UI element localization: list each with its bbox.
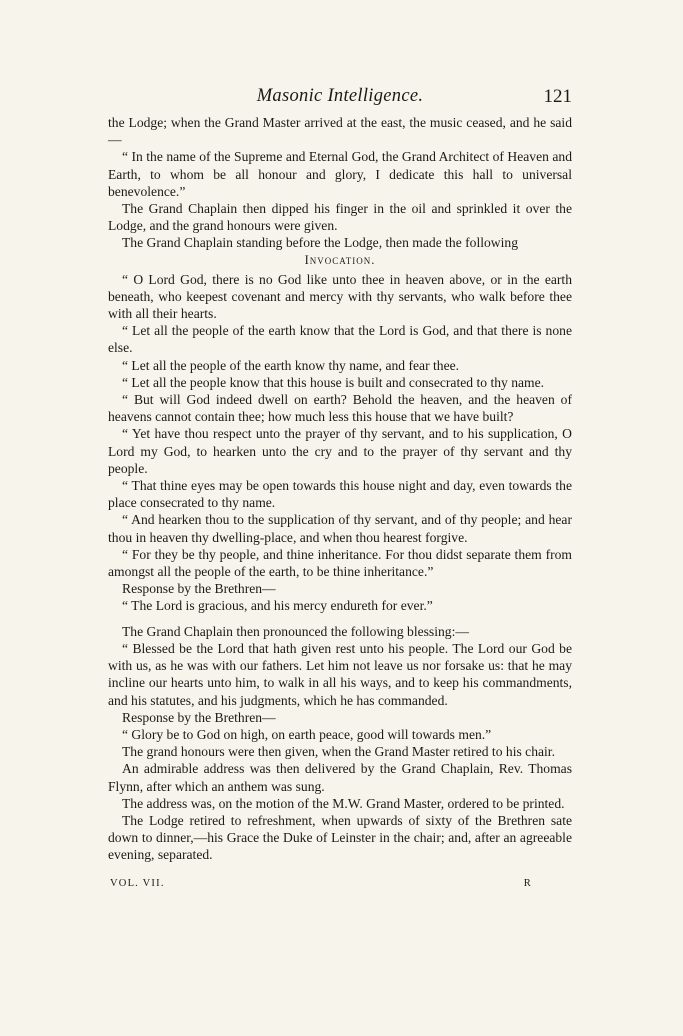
invocation-verse: “ Let all the people of the earth know that the Lord is God, and that there is none else. xyxy=(108,323,572,356)
paragraph: The Lodge retired to refreshment, when upwards of sixty of the Brethren sate down to dinner,—his Grace the Duke of Leinster in the chair; and, after an agreeable evening, separated. xyxy=(108,812,572,863)
invocation-verse: “ But will God indeed dwell on earth? Behold the heaven, and the heaven of heavens cannot contain thee; how much less this house that we have built? xyxy=(108,392,572,425)
page-header xyxy=(108,86,572,114)
page-footer xyxy=(108,878,572,896)
paragraph: The Grand Chaplain then dipped his finger in the oil and sprinkled it over the Lodge, and the grand honours were given. xyxy=(108,201,572,234)
signature-mark: R xyxy=(523,877,532,889)
response-line: Response by the Brethren— xyxy=(122,709,276,725)
response-verse: “ Glory be to God on high, on earth peace, good will towards men.” xyxy=(122,726,492,742)
invocation-verse: “ Let all the people know that this house is built and consecrated to thy name. xyxy=(122,374,545,390)
invocation-verse: “ O Lord God, there is no God like unto thee in heaven above, or in the earth beneath, who keepest covenant and mercy with thy servants, who walk before thee with all their hearts. xyxy=(108,271,572,322)
running-title: Masonic Intelligence. xyxy=(256,86,424,106)
response-line: Response by the Brethren— xyxy=(122,581,276,597)
invocation-verse: “ Yet have thou respect unto the prayer of thy servant, and to his supplication, O Lord my God, to hearken unto the cry and to the prayer of thy servant and thy people. xyxy=(108,426,572,476)
blessing-verse: “ Blessed be the Lord that hath given rest unto his people. The Lord our God be with us, as he was with our fathers. Let him not leave us nor forsake us: that he may incline our hearts unto him, to walk in all his ways, and to keep his commandments, and his statutes, and his judgments, which he has commanded. xyxy=(108,640,572,708)
invocation-verse: “ For they be thy people, and thine inheritance. For thou didst separate them from amongst all the people of the earth, to be thine inheritance.” xyxy=(108,546,572,580)
paragraph: The address was, on the motion of the M.W. Grand Master, ordered to be printed. xyxy=(122,795,565,811)
book-page xyxy=(108,86,572,896)
paragraph: the Lodge; when the Grand Master arrived at the east, the music ceased, and he said— xyxy=(108,115,572,148)
page-number: 121 xyxy=(543,86,572,107)
paragraph: An admirable address was then delivered by the Grand Chaplain, Rev. Thomas Flynn, after which an anthem was sung. xyxy=(108,761,572,794)
paragraph: The grand honours were then given, when the Grand Master retired to his chair. xyxy=(122,744,555,760)
invocation-verse: “ That thine eyes may be open towards this house night and day, even towards the place consecrated to thy name. xyxy=(108,478,572,511)
section-heading: Invocation. xyxy=(304,252,376,267)
volume-mark: VOL. VII. xyxy=(110,877,165,889)
invocation-verse: “ And hearken thou to the supplication of thy servant, and of thy people; and hear thou in heaven thy dwelling-place, and when thou hearest forgive. xyxy=(108,512,572,545)
paragraph: The Grand Chaplain then pronounced the following blessing:— xyxy=(122,623,469,639)
invocation-verse: “ Let all the people of the earth know thy name, and fear thee. xyxy=(122,357,460,373)
paragraph: “ In the name of the Supreme and Eternal God, the Grand Architect of Heaven and Earth, to whom be all honour and glory, I dedicate this hall to universal benevolence.” xyxy=(108,149,572,199)
body-text xyxy=(108,114,572,864)
paragraph: The Grand Chaplain standing before the Lodge, then made the following xyxy=(122,235,518,251)
response-verse: “ The Lord is gracious, and his mercy endureth for ever.” xyxy=(122,598,433,614)
